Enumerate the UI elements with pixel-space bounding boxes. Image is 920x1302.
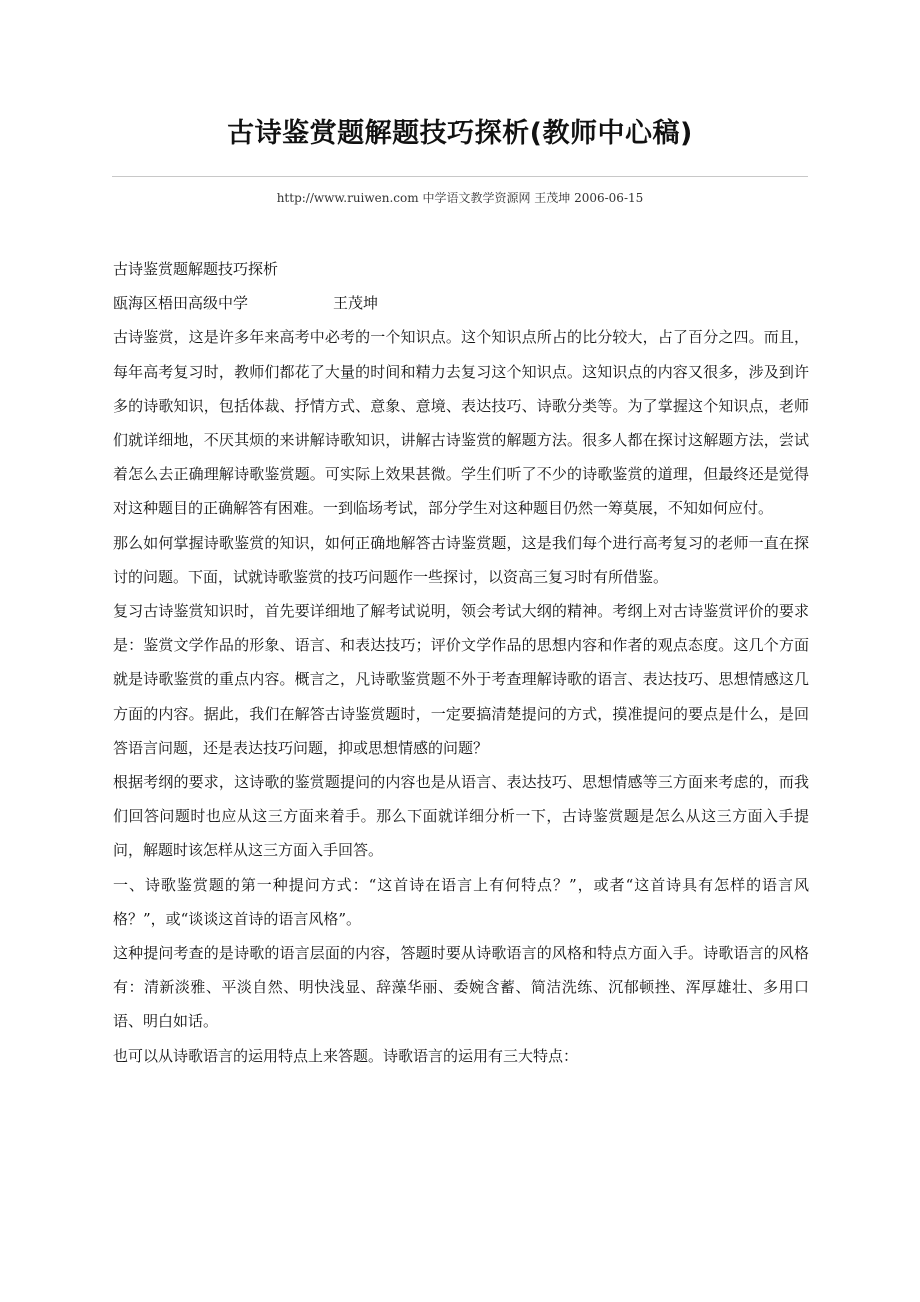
school-name: 瓯海区梧田高级中学 — [113, 294, 249, 313]
page-title: 古诗鉴赏题解题技巧探析(教师中心稿) — [227, 118, 693, 149]
paragraph: 复习古诗鉴赏知识时，首先要详细地了解考试说明，领会考试大纲的精神。考纲上对古诗鉴赏评价的要求是：鉴赏文学作品的形象、语言、和表达技巧；评价文学作品的思想内容和作者的观点态度。这几个方面就是诗歌鉴赏的重点内容。概言之，凡诗歌鉴赏题不外于考查理解诗歌的语言、表达技巧、思想情感这几方面的内容。据此，我们在解答古诗鉴赏题时，一定要搞清楚提问的方式，摸准提问的要点是什么，是回答语言问题，还是表达技巧问题，抑或思想情感的问题？ — [113, 602, 809, 757]
article-subtitle: 古诗鉴赏题解题技巧探析 — [113, 260, 279, 278]
author-name: 王茂坤 — [333, 294, 379, 313]
paragraph: 也可以从诗歌语言的运用特点上来答题。诗歌语言的运用有三大特点： — [113, 1046, 579, 1065]
paragraph: 根据考纲的要求，这诗歌的鉴赏题提问的内容也是从语言、表达技巧、思想情感等三方面来考虑的，而我们回答问题时也应从这三方面来着手。那么下面就详细分析一下，古诗鉴赏题是怎么从这三方面入手提问，解题时该怎样从这三方面入手回答。 — [113, 773, 809, 860]
author-line — [113, 286, 809, 320]
paragraph: 一、诗歌鉴赏题的第一种提问方式：“这首诗在语言上有何特点？”，或者“这首诗具有怎样的语言风格？”，或“谈谈这首诗的语言风格”。 — [113, 875, 809, 928]
title-divider — [112, 176, 808, 177]
paragraph: 这种提问考查的是诗歌的语言层面的内容，答题时要从诗歌语言的风格和特点方面入手。诗歌语言的风格有：清新淡雅、平淡自然、明快浅显、辞藻华丽、委婉含蓄、简洁洗练、沉郁顿挫、浑厚雄壮、多用口语、明白如话。 — [113, 944, 809, 1031]
paragraph: 古诗鉴赏，这是许多年来高考中必考的一个知识点。这个知识点所占的比分较大，占了百分之四。而且，每年高考复习时，教师们都花了大量的时间和精力去复习这个知识点。这知识点的内容又很多，涉及到许多的诗歌知识，包括体裁、抒情方式、意象、意境、表达技巧、诗歌分类等。为了掌握这个知识点，老师们就详细地，不厌其烦的来讲解诗歌知识，讲解古诗鉴赏的解题方法。很多人都在探讨这解题方法，尝试着怎么去正确理解诗歌鉴赏题。可实际上效果甚微。学生们听了不少的诗歌鉴赏的道理，但最终还是觉得对这种题目的正确解答有困难。一到临场考试，部分学生对这种题目仍然一筹莫展，不知如何应付。 — [113, 328, 809, 518]
article-body — [113, 252, 809, 1073]
paragraph: 那么如何掌握诗歌鉴赏的知识，如何正确地解答古诗鉴赏题，这是我们每个进行高考复习的老师一直在探讨的问题。下面，试就诗歌鉴赏的技巧问题作一些探讨，以资高三复习时有所借鉴。 — [113, 533, 809, 586]
source-line: http://www.ruiwen.com 中学语文教学资源网 王茂坤 2006-06-15 — [276, 191, 644, 205]
